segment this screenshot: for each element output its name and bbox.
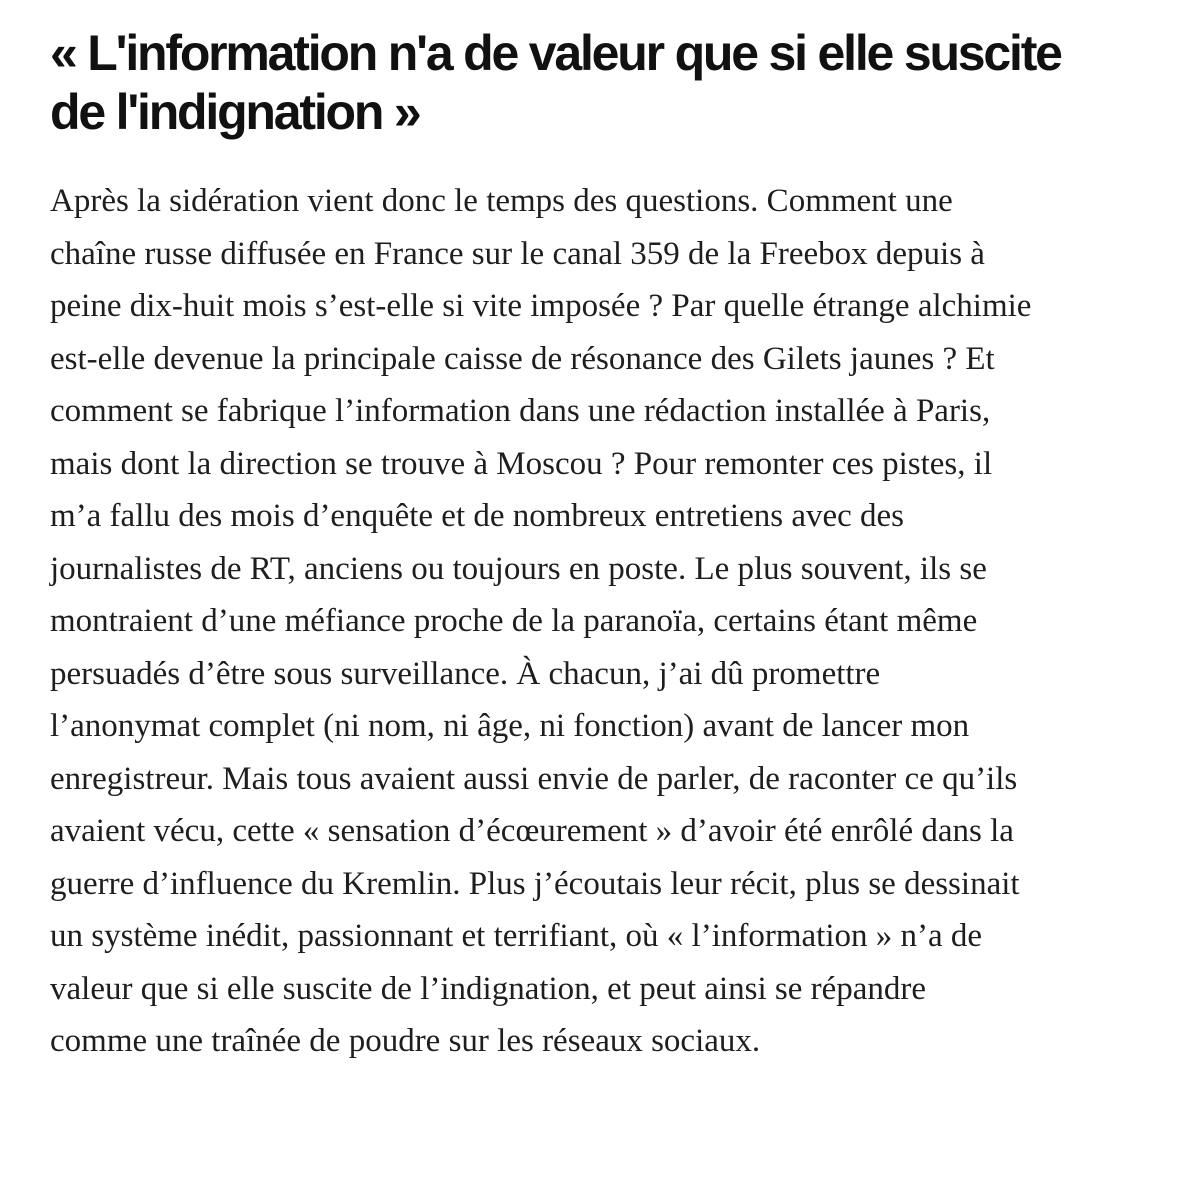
- body-line: avaient vécu, cette « sensation d’écœurement » d’avoir été enrôlé dans la: [50, 813, 1014, 849]
- body-line: Après la sidération vient donc le temps des questions. Comment une: [50, 183, 953, 219]
- body-line: enregistreur. Mais tous avaient aussi envie de parler, de raconter ce qu’ils: [50, 760, 1018, 797]
- body-line: est-elle devenue la principale caisse de résonance des Gilets jaunes ? Et: [50, 340, 995, 377]
- body-line: l’anonymat complet (ni nom, ni âge, ni fonction) avant de lancer mon: [50, 708, 970, 744]
- headline-line: de l'indignation »: [50, 84, 420, 140]
- body-line: journalistes de RT, anciens ou toujours en poste. Le plus souvent, ils se: [50, 550, 987, 587]
- headline: [50, 24, 1150, 142]
- body-line: chaîne russe diffusée en France sur le canal 359 de la Freebox depuis à: [50, 235, 985, 272]
- body-line: comment se fabrique l’information dans une rédaction installée à Paris,: [50, 393, 991, 429]
- body-line: m’a fallu des mois d’enquête et de nombreux entretiens avec des: [50, 498, 905, 534]
- body-line: un système inédit, passionnant et terrifiant, où « l’information » n’a de: [50, 918, 983, 954]
- body-line: persuadés d’être sous surveillance. À chacun, j’ai dû promettre: [50, 655, 881, 692]
- body-line: montraient d’une méfiance proche de la paranoïa, certains étant même: [50, 603, 978, 639]
- body-line: guerre d’influence du Kremlin. Plus j’écoutais leur récit, plus se dessinait: [50, 865, 1020, 902]
- article: [50, 24, 1150, 1068]
- body-paragraph: [50, 175, 1150, 1068]
- body-line: valeur que si elle suscite de l’indignation, et peut ainsi se répandre: [50, 970, 927, 1007]
- body-line: mais dont la direction se trouve à Moscou ? Pour remonter ces pistes, il: [50, 445, 993, 482]
- body-line: comme une traînée de poudre sur les réseaux sociaux.: [50, 1023, 761, 1059]
- body-line: peine dix-huit mois s’est-elle si vite imposée ? Par quelle étrange alchimie: [50, 288, 1032, 324]
- headline-line: « L'information n'a de valeur que si elle suscite: [50, 25, 1061, 81]
